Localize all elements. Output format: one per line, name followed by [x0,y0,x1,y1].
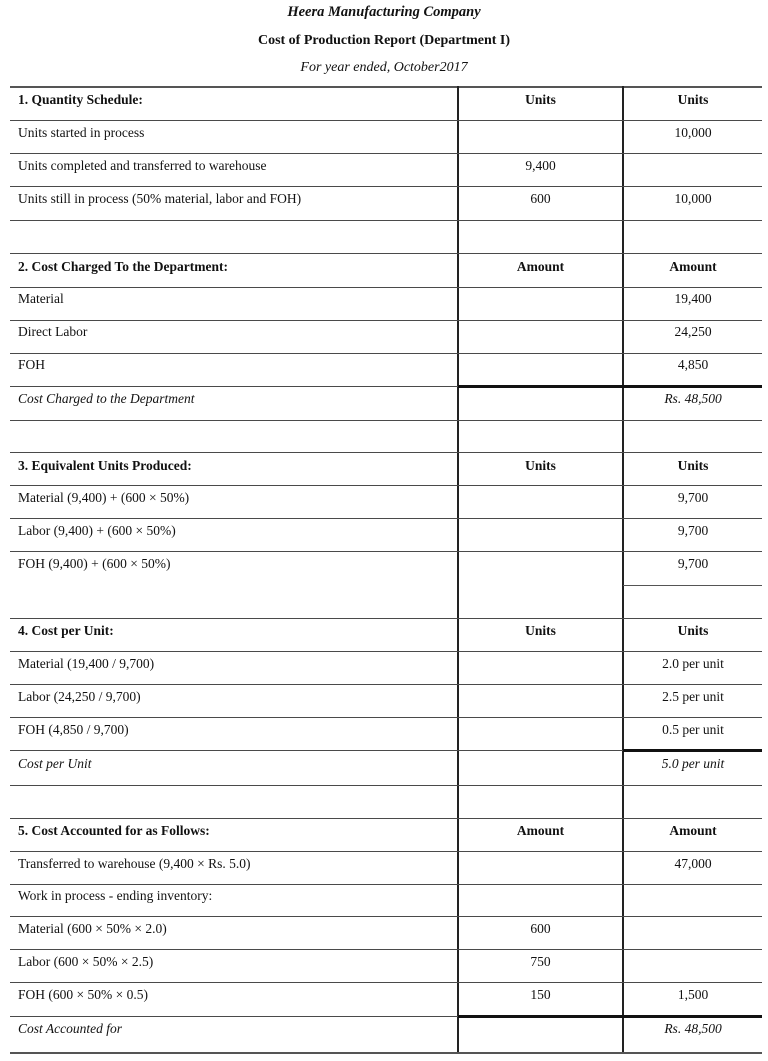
table-row-value: 600 [530,921,551,936]
section-heading: 3. Equivalent Units Produced: [18,458,192,473]
table-row-label: Labor (9,400) + (600 × 50%) [18,523,176,538]
total-label: Cost Accounted for [18,1021,122,1036]
table-row-label: Material (9,400) + (600 × 50%) [18,490,190,505]
column-header: Amount [516,259,565,274]
table-row-label: FOH [18,357,46,372]
total-label: Cost Charged to the Department [18,391,195,406]
table-row-label: Labor (600 × 50% × 2.5) [18,954,154,969]
section-heading: 4. Cost per Unit: [18,623,114,638]
column-header: Units [525,623,556,638]
column-header: Units [525,92,556,107]
column-header: Units [677,458,709,473]
total-value: Rs. 48,500 [664,391,722,406]
table-row-label: Units still in process (50% material, labor and FOH) [18,191,302,206]
table-row-label: Units started in process [18,125,145,140]
total-label: Cost per Unit [18,756,92,771]
table-row-value: 9,700 [677,556,709,571]
report-title: Cost of Production Report (Department I) [257,33,511,48]
table-row-label: FOH (9,400) + (600 × 50%) [18,556,171,571]
table-row-value: 0.5 per unit [662,722,724,737]
table-row-label: Material [18,291,64,306]
column-header: Amount [516,823,565,838]
table-row-value: 150 [530,987,551,1002]
table-row-value: 1,500 [677,987,709,1002]
column-header: Amount [669,823,717,838]
report-period: For year ended, October2017 [300,60,468,75]
table-row-value: 2.0 per unit [662,656,724,671]
table-row-value: 19,400 [674,291,712,306]
table-row-value: 4,850 [677,357,709,372]
company-name: Heera Manufacturing Company [287,4,481,20]
table-row-label: Labor (24,250 / 9,700) [18,689,141,704]
total-rule [458,1015,762,1018]
table-row-value: 9,400 [525,158,556,173]
table-bottom-border [10,1052,762,1054]
column-header: Units [525,458,556,473]
total-value: 5.0 per unit [661,756,725,771]
table-row-label: Material (19,400 / 9,700) [18,656,155,671]
table-row-label: FOH (600 × 50% × 0.5) [18,987,148,1002]
table-row-value: 24,250 [674,324,712,339]
column-header: Units [677,623,709,638]
total-rule [623,749,762,752]
column-divider-left [457,86,459,1054]
column-header: Units [677,92,709,107]
table-row-value: 750 [530,954,551,969]
total-rule [458,385,762,388]
table-row-value: 600 [530,191,551,206]
table-row-value: 9,700 [677,523,709,538]
total-value: Rs. 48,500 [664,1021,722,1036]
section-heading: 2. Cost Charged To the Department: [18,259,228,274]
table-row-value: 47,000 [674,856,712,871]
table-row-label: Direct Labor [18,324,88,339]
table-top-border [10,86,762,88]
table-row-label: FOH (4,850 / 9,700) [18,722,129,737]
table-row-label: Work in process - ending inventory: [18,888,213,903]
table-row-value: 10,000 [674,125,712,140]
table-row-value: 9,700 [677,490,709,505]
column-header: Amount [669,259,717,274]
table-row-value: 2.5 per unit [662,689,724,704]
table-row-label: Units completed and transferred to warehouse [18,158,267,173]
section-heading: 5. Cost Accounted for as Follows: [18,823,210,838]
table-row-label: Transferred to warehouse (9,400 × Rs. 5.0) [18,856,251,871]
table-row-value: 10,000 [674,191,712,206]
section-heading: 1. Quantity Schedule: [18,92,143,107]
table-row-label: Material (600 × 50% × 2.0) [18,921,167,936]
